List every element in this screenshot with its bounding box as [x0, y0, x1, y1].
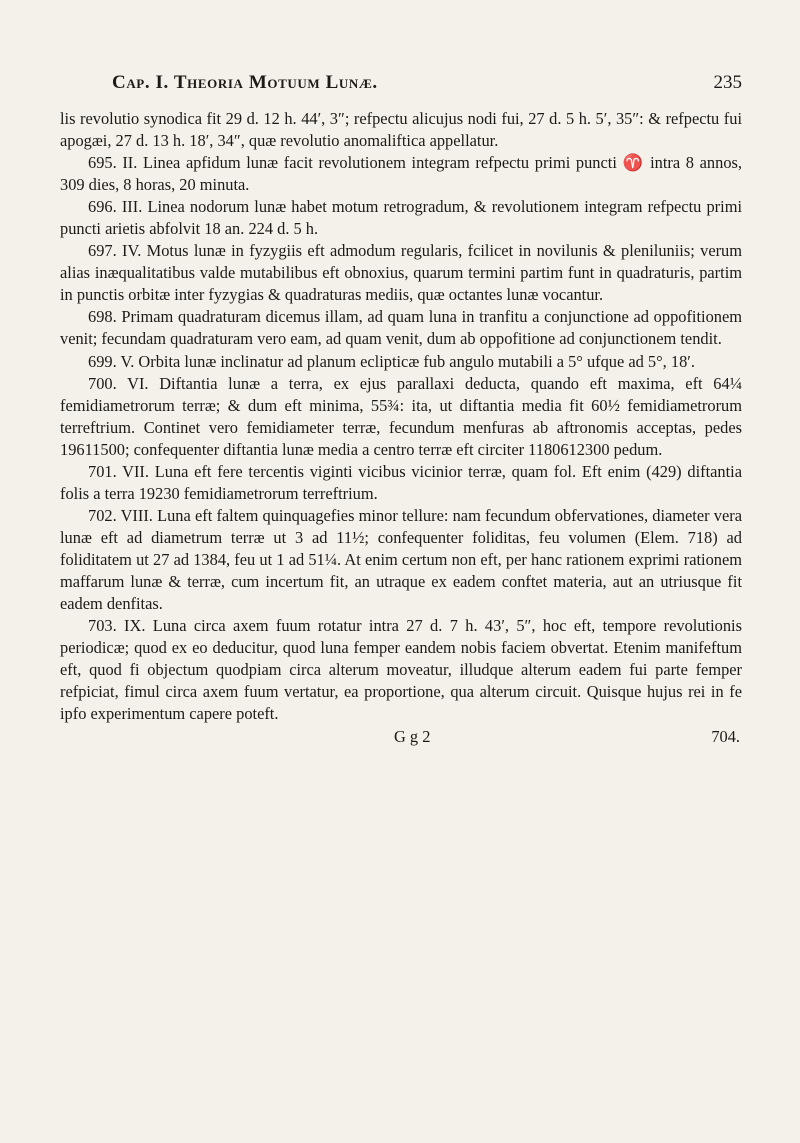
paragraph-699: 699. V. Orbita lunæ inclinatur ad planum eclipticæ fub angulo mutabili a 5° ufque ad 5°, 18′.: [88, 351, 695, 371]
paragraph-698: 698. Primam quadraturam dicemus illam, ad quam luna in tranfitu a conjunctione ad oppofitionem venit; fecundam quadraturam vero eam, ad quam venit, dum ab oppofitione ad conjunctionem tendit.: [60, 307, 742, 349]
paragraph-702: 702. VIII. Luna eft faltem quinquagefies minor tellure: nam fecundum obfervationes, diameter vera lunæ eft ad diametrum terræ ut 3 ad 11½; confequenter foliditas, feu volumen (Elem. 718) ad foliditatem ut 27 ad 1384, feu ut 1 ad 51¼. At enim certum non eft, per hanc rationem exprimi rationem maffarum lunæ & terræ, cum incertum fit, an utraque ex eadem conftet materia, aut an utriusque fit eadem denfitas.: [60, 505, 742, 614]
paragraph-703: 703. IX. Luna circa axem fuum rotatur intra 27 d. 7 h. 43′, 5″, hoc eft, tempore revolutionis periodicæ; quod ex eo deducitur, quod luna femper eandem nobis faciem obvertat. Etenim manifeftum eft, quod fi objectum quodpiam circa alterum moveatur, illudque alterum eadem fui parte femper refpiciat, fimul circa axem fuum vertatur, ea proportione, qua alterum circuit. Quisque hujus rei in fe ipfo experimentum capere poteft.: [60, 616, 742, 724]
page-header: [60, 72, 742, 102]
paragraph-700: 700. VI. Diftantia lunæ a terra, ex ejus parallaxi deducta, quando eft maxima, eft 64¼ femidiametrorum terræ; & dum eft minima, 55¾: ita, ut diftantia media fit 60½ femidiametrorum terreftrium. Continet vero femidiameter terræ, fecundum menfuras ab aftronomis acceptas, pedes 19611500; confequenter diftantia lunæ media a centro terræ eft circiter 1180612300 pedum.: [60, 373, 742, 459]
body-text: [60, 108, 742, 725]
page-footer: [60, 727, 742, 751]
paragraph-697: 697. IV. Motus lunæ in fyzygiis eft admodum regularis, fcilicet in novilunis & pleniluniis; verum alias inæqualitatibus valde mutabilibus eft obnoxius, quarum termini partim funt in quadraturis, partim in punctis orbitæ inter fyzygias & quadraturas mediis, quæ octantes lunæ vocantur.: [60, 241, 742, 305]
catchword: 704.: [711, 727, 740, 747]
paragraph-696: 696. III. Linea nodorum lunæ habet motum retrogradum, & revolutionem integram refpectu primi puncti arietis abfolvit 18 an. 224 d. 5 h.: [60, 197, 742, 239]
paragraph-701: 701. VII. Luna eft fere tercentis viginti vicibus vicinior terræ, quam fol. Eft enim (429) diftantia folis a terra 19230 femidiametrorum terreftrium.: [60, 461, 742, 503]
paragraph-695: 695. II. Linea apfidum lunæ facit revolutionem integram refpectu primi puncti ♈ intra 8 annos, 309 dies, 8 horas, 20 minuta.: [60, 153, 742, 195]
running-head: Cap. I. Theoria Motuum Lunæ.: [112, 72, 378, 93]
signature-mark: G g 2: [394, 727, 431, 747]
paragraph-continuation: lis revolutio synodica fit 29 d. 12 h. 44′, 3″; refpectu alicujus nodi fui, 27 d. 5 h. 5′, 35″: & refpectu fui apogæi, 27 d. 13 h. 18′, 34″, quæ revolutio anomaliftica appellatur.: [60, 109, 742, 151]
page-number: 235: [713, 72, 742, 93]
